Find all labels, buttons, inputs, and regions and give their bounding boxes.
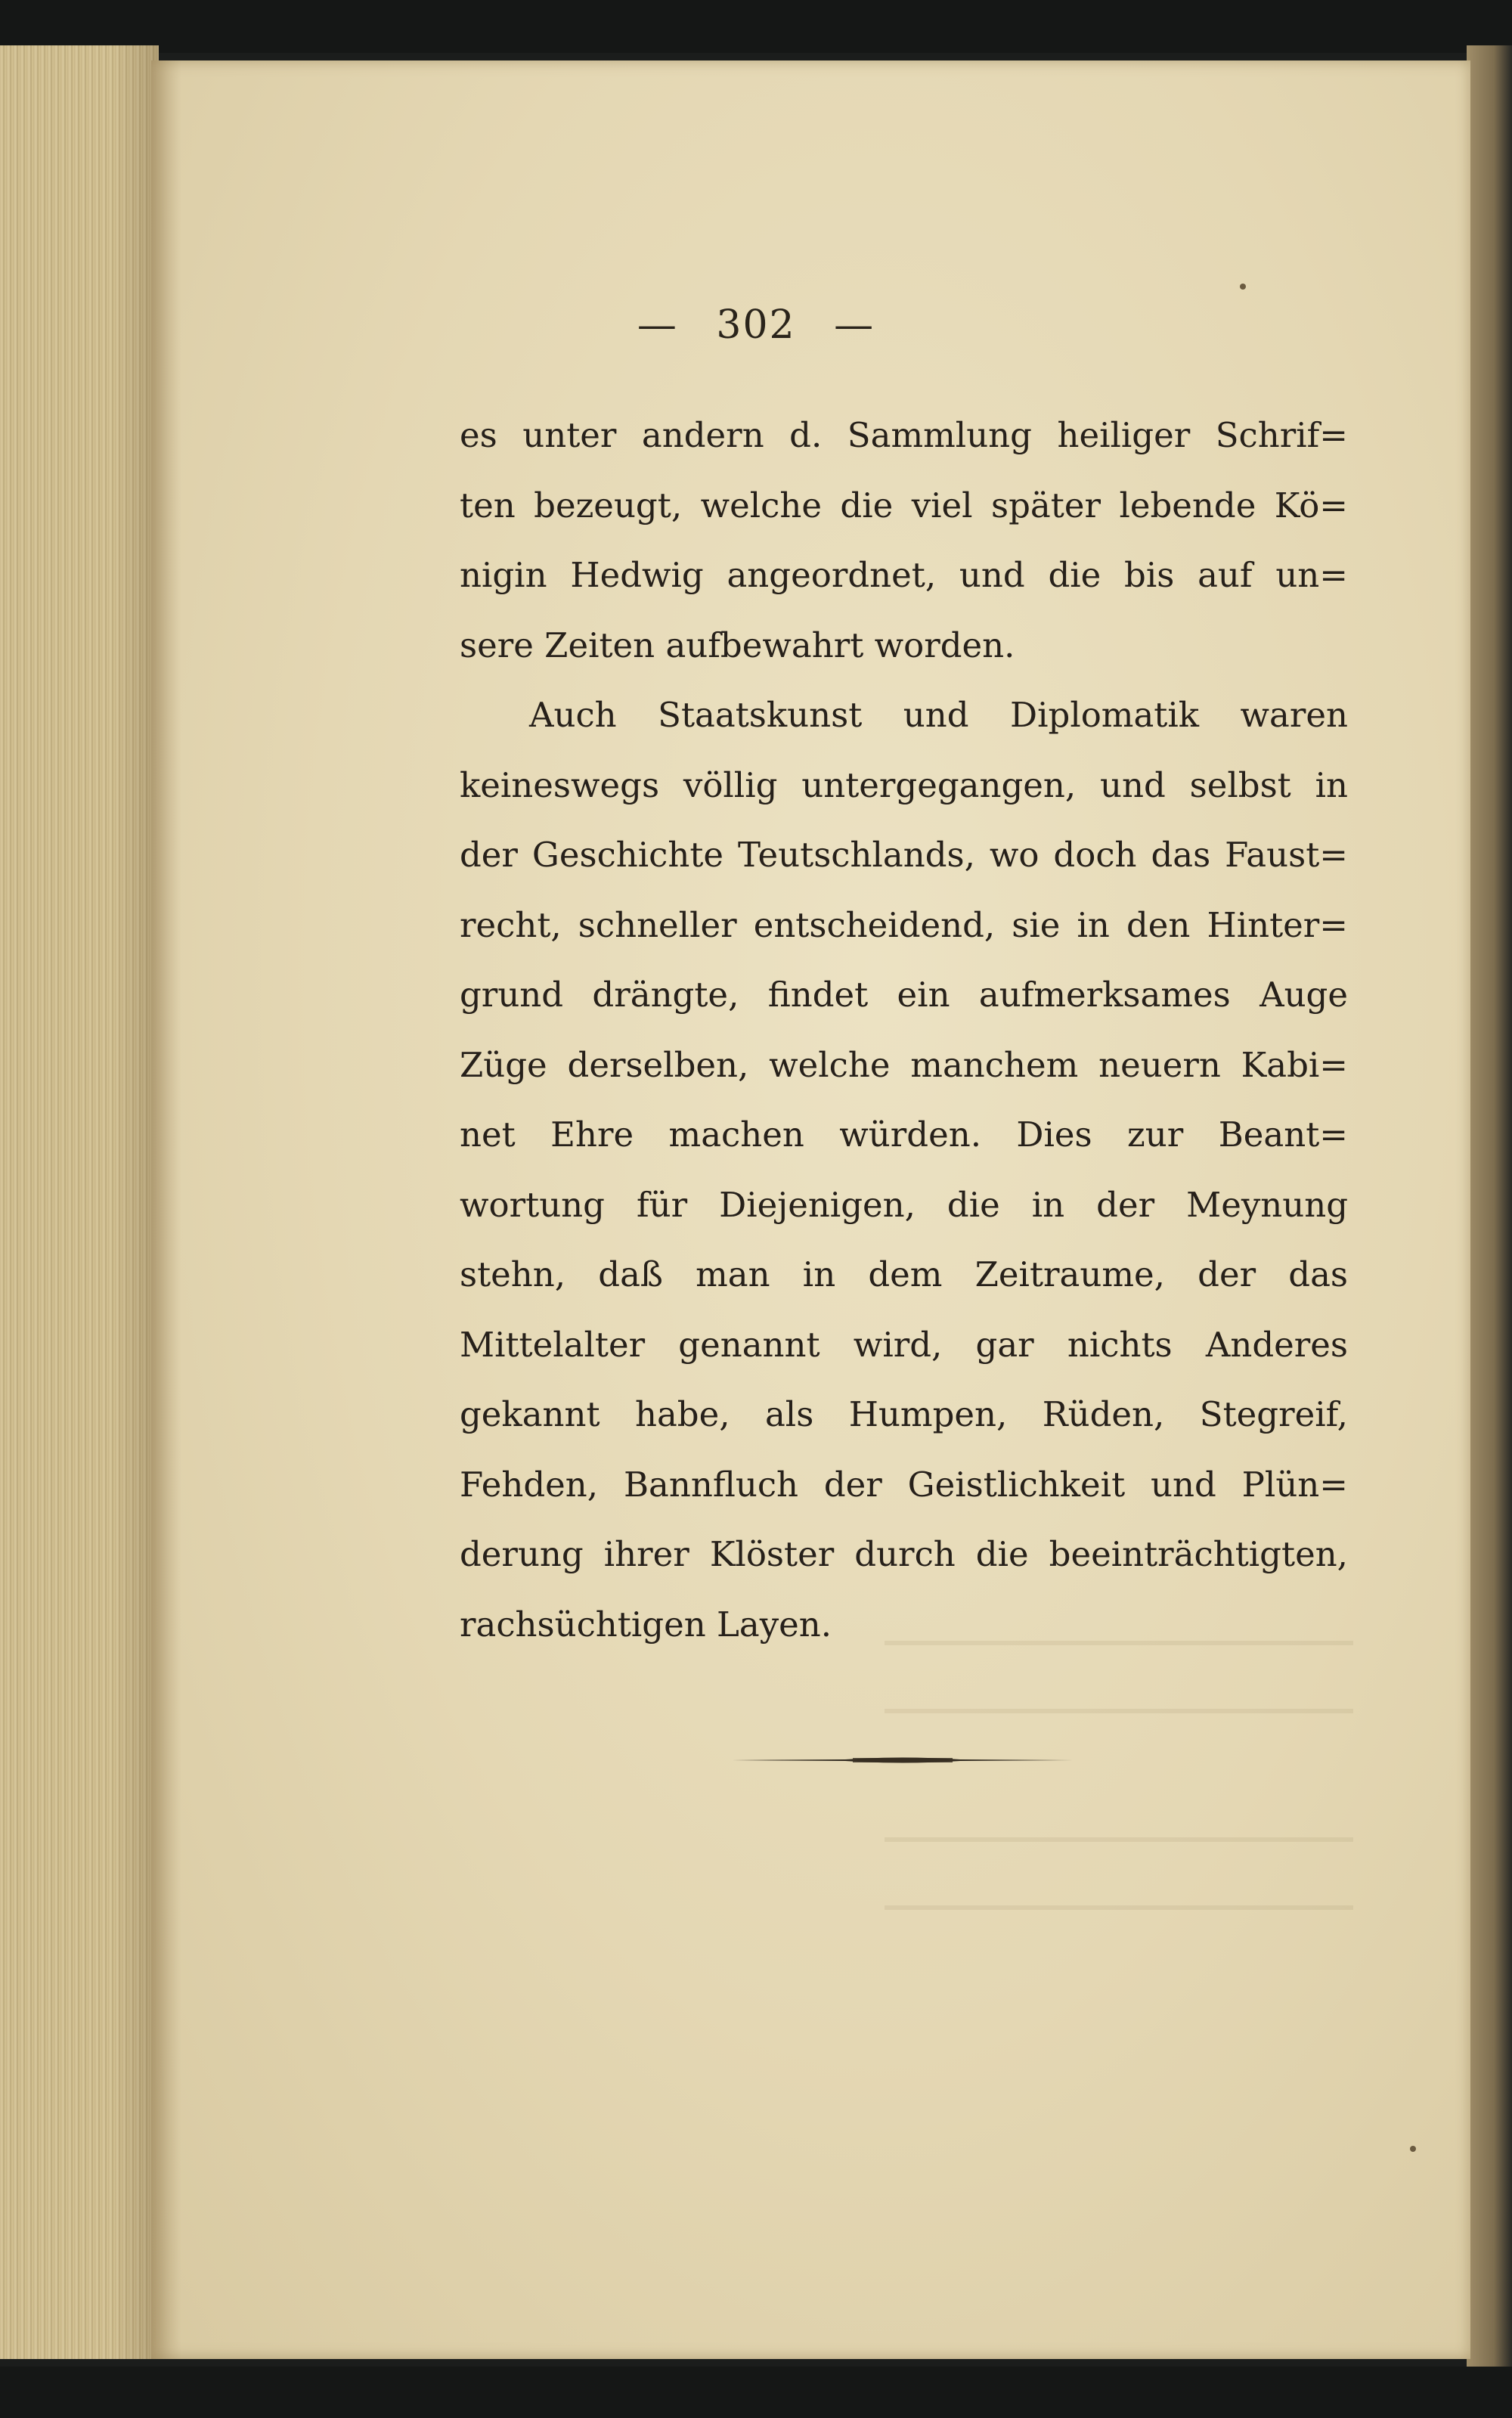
book-right-edge [1467,45,1512,2367]
show-through-line [885,1837,1353,1842]
book-cover-bottom [0,2367,1512,2418]
text-line: net Ehre machen würden. Dies zur Beant= [460,1114,1348,1155]
show-through-line [885,1905,1353,1910]
text-line: wortung für Diejenigen, die in der Meynung [460,1184,1348,1225]
page-gutter [151,60,181,2359]
page-header [0,302,1512,348]
text-line: nigin Hedwig angeordnet, und die bis auf un= [460,555,1348,595]
page-number: 302 [716,302,796,348]
text-line: rachsüchtigen Layen. [460,1604,832,1645]
paper-speck [1240,284,1246,290]
text-line: Züge derselben, welche manchem neuern Kabi= [460,1044,1348,1085]
header-dash-right: — [834,302,875,348]
header-dash-left: — [637,302,678,348]
text-line: derung ihrer Klöster durch die beeinträchtigten, [460,1534,1348,1574]
text-line: gekannt habe, als Humpen, Rüden, Stegreif, [460,1394,1348,1434]
text-line: stehn, daß man in dem Zeitraume, der das [460,1254,1348,1294]
text-line: Auch Staatskunst und Diplomatik waren [529,695,1348,735]
text-line: keineswegs völlig untergegangen, und selbst in [460,764,1348,805]
text-line: ten bezeugt, welche die viel später lebende Kö= [460,485,1348,525]
text-line: es unter andern d. Sammlung heiliger Schrif= [460,415,1348,455]
text-line: grund drängte, findet ein aufmerksames Auge [460,975,1348,1015]
text-line: sere Zeiten aufbewahrt worden. [460,625,1015,665]
text-line: recht, schneller entscheidend, sie in den Hinter= [460,904,1348,945]
show-through-line [885,1709,1353,1713]
text-line: der Geschichte Teutschlands, wo doch das Faust= [460,835,1348,875]
book-cover-top [0,0,1512,53]
text-line: Fehden, Bannfluch der Geistlichkeit und Plün= [460,1464,1348,1505]
divider-ornament [732,1756,1074,1765]
paper-speck [1410,2146,1416,2152]
body-text [460,401,1348,1660]
text-line: Mittelalter genannt wird, gar nichts Anderes [460,1324,1348,1365]
